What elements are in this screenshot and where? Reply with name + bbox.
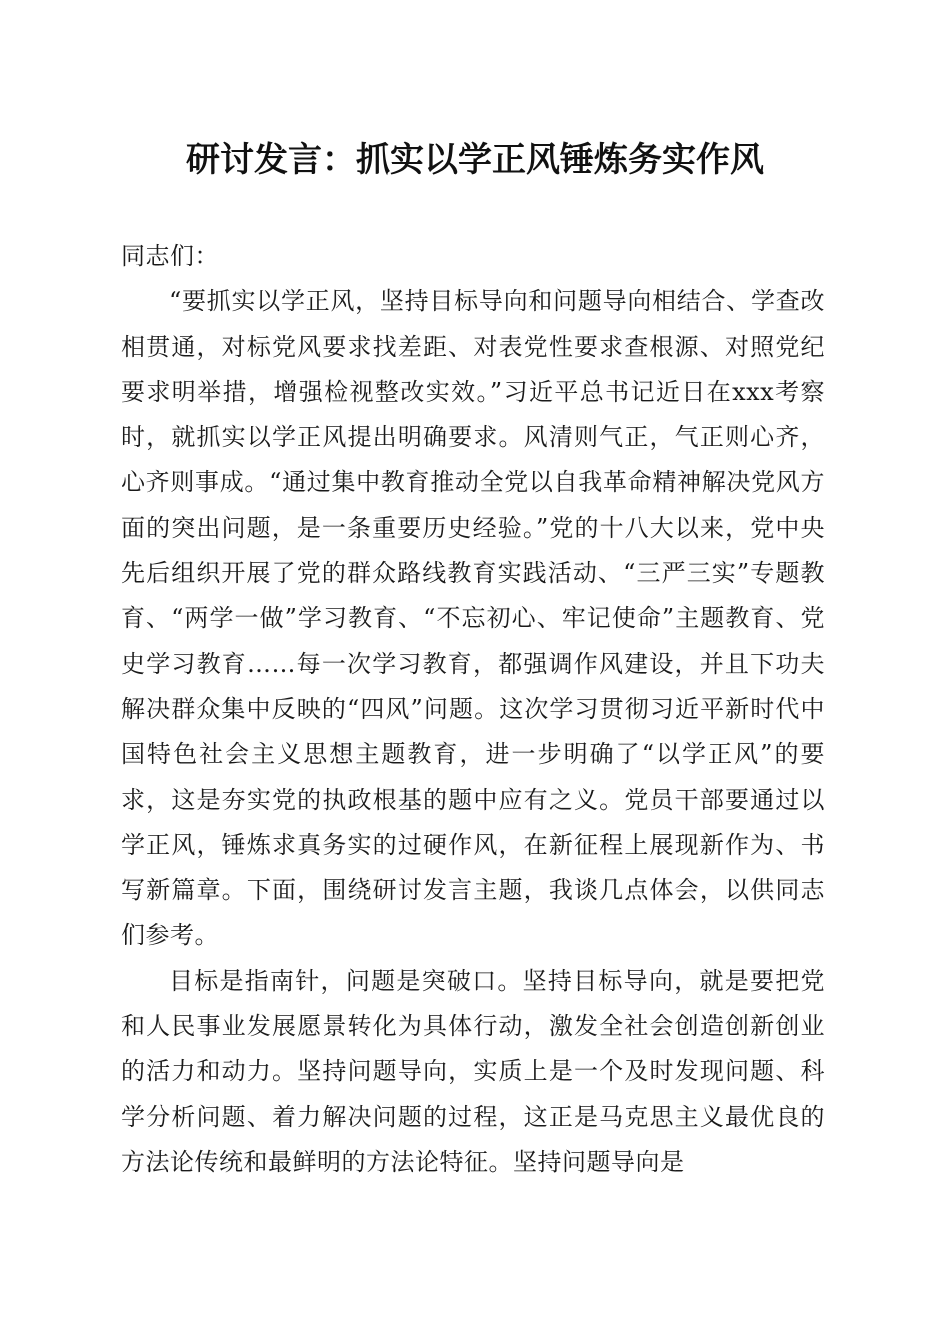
paragraph-2: 目标是指南针，问题是突破口。坚持目标导向，就是要把党和人民事业发展愿景转化为具体行动，激发全社会创造创新创业的活力和动力。坚持问题导向，实质上是一个及时发现问题、科学分析问题、着力解决问题的过程，这正是马克思主义最优良的方法论传统和最鲜明的方法论特征。坚持问题导向是 [121,966,825,1176]
paragraph-1: “要抓实以学正风，坚持目标导向和问题导向相结合、学查改相贯通，对标党风要求找差距、对表党性要求查根源、对照党纪要求明举措，增强检视整改实效。”习近平总书记近日在xxx考察时，就抓实以学正风提出明确要求。风清则气正，气正则心齐，心齐则事成。“通过集中教育推动全党以自我革命精神解决党风方面的突出问题，是一条重要历史经验。”党的十八大以来，党中央先后组织开展了党的群众路线教育实践活动、“三严三实”专题教育、“两学一做”学习教育、“不忘初心、牢记使命”主题教育、党史学习教育……每一次学习教育，都强调作风建设，并且下功夫解决群众集中反映的“四风”问题。这次学习贯彻习近平新时代中国特色社会主义思想主题教育，进一步明确了“以学正风”的要求，这是夯实党的执政根基的题中应有之义。党员干部要通过以学正风，锤炼求真务实的过硬作风，在新征程上展现新作为、书写新篇章。下面，围绕研讨发言主题，我谈几点体会，以供同志们参考。 [121,287,825,950]
salutation: 同志们： [121,242,219,270]
document-title: 研讨发言：抓实以学正风锤炼务实作风 [186,140,764,180]
document-body [121,234,825,1185]
